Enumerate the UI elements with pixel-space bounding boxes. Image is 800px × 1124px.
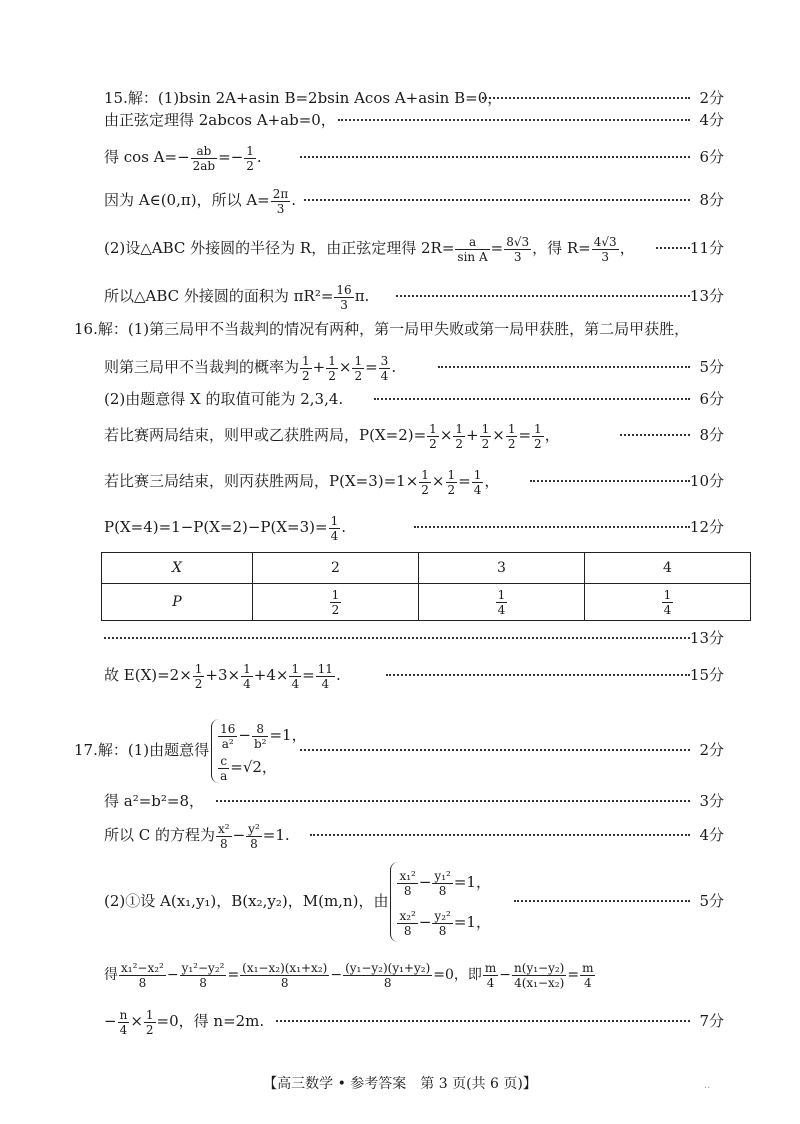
denominator: b² [253,736,267,751]
table-row [102,553,751,584]
denominator: 8 [438,883,447,898]
operator: = [458,472,471,490]
score: 4分 [699,826,724,844]
leader-dots [300,156,690,158]
score: 5分 [699,892,724,910]
numerator: 8 [252,722,269,737]
q16-line-4-text [104,420,560,451]
q16-line-3 [0,384,800,414]
leader-dots [396,295,690,297]
system-row [396,862,491,902]
numerator: y₁²−y₂² [181,960,225,975]
numerator: 1 [194,661,203,676]
operator: = [567,967,580,983]
text-run: ， [544,426,560,444]
denominator: 8 [280,975,289,990]
q16-line-5-text [104,466,499,497]
fraction [316,662,335,691]
score: 11分 [689,239,724,257]
q17-line-2 [0,786,800,816]
q15-line-5-text [104,233,635,264]
q15-line-4 [0,185,800,215]
score: 6分 [699,390,724,408]
table-cell [585,584,751,621]
denominator: 2ab [192,158,216,173]
table-row [102,584,751,621]
leader-dots [414,526,690,528]
numerator: x₁²−x₂² [121,960,164,975]
denominator: 2 [331,602,340,617]
table-cell: P [102,584,253,621]
text-run: . [256,148,262,166]
q17-line-3 [0,820,800,850]
numerator: n(y₁−y₂) [514,960,565,975]
numerator: 1 [497,587,506,602]
q17-line-6 [0,1006,800,1036]
fraction [483,961,498,990]
operator: = [302,666,315,684]
table-header-cell: X [102,553,253,584]
numerator: n [119,1007,128,1022]
q17-line-6-text [104,1006,264,1037]
denominator: 2 [328,368,336,383]
numerator: 16 [336,282,352,297]
operator: +3× [205,666,241,684]
operator: × [492,426,505,444]
q15-line-6 [0,281,800,311]
operator: − [238,726,251,744]
text-run: 所以△ABC 外接圆的面积为 πR²= [104,287,334,305]
numerator: 1 [145,1007,154,1022]
fraction [271,187,291,216]
numerator: 16 [220,721,236,736]
denominator: 2 [534,436,542,451]
q17-line-5-text [104,955,596,995]
operator: + [466,426,479,444]
operator: − [232,826,246,844]
text-run: . [335,666,341,684]
text-run: (2)设△ABC 外接圆的半径为 R，由正弦定理得 2R= [104,239,455,257]
fraction [504,235,531,264]
numerator: 2π [272,186,289,201]
operator: × [130,1012,143,1030]
system-row [217,719,306,751]
denominator: 2 [246,158,254,173]
fraction [289,662,301,691]
text-run: P(X=4)=1−P(X=2)−P(X=3)= [104,518,328,536]
q15-line-1-text: 15.解：(1)bsin 2A+asin B=2bsin Acos A+asin B=0， [104,89,503,107]
numerator: x₁² [399,868,416,883]
text-run: 得 [104,967,118,983]
denominator: 8 [250,836,258,851]
operator: +4× [253,666,289,684]
leader-dots [300,749,690,751]
text-run: ， [484,472,500,490]
score: 2分 [699,741,724,759]
text-run: 故 E(X)=2× [104,666,192,684]
text-run: π. [354,287,370,305]
q17-line-4-text [104,856,491,946]
leader-dots [482,97,690,99]
score: 10分 [689,472,724,490]
leader-dots [620,434,690,436]
numerator: m [582,960,594,975]
denominator: 2 [194,676,203,691]
fraction [532,422,544,451]
fraction [592,235,619,264]
text-run: ， [619,239,635,257]
score: 12分 [689,518,724,536]
fraction [352,354,364,383]
operator: − [330,967,343,983]
leader-dots [104,637,690,639]
fraction [119,961,166,990]
fraction [300,354,312,383]
text-run: =1， [453,913,491,931]
score: 15分 [689,666,724,684]
q16-line-5 [0,466,800,496]
table-header-cell: 4 [585,553,751,584]
numerator: 1 [302,353,310,368]
q17-line-3-text [104,820,290,851]
denominator: 4(x₁−x₂) [514,975,565,990]
fraction [496,588,508,617]
fraction [218,722,237,751]
text-run: =1. [262,826,290,844]
fraction [144,1008,156,1037]
system-row [396,902,491,942]
q16-line-2 [0,352,800,382]
operator: × [439,426,453,444]
score: 3分 [699,792,724,810]
denominator: 2 [507,436,516,451]
numerator: x² [218,821,230,836]
numerator: a [455,235,489,250]
fraction [455,235,489,264]
text-run: 若比赛两局结束，则甲或乙获胜两局，P(X=2)= [104,426,427,444]
text-run: =1， [269,726,307,744]
denominator: 2 [302,368,310,383]
numerator: m [484,960,497,975]
q15-line-6-text [104,281,369,312]
numerator: 1 [330,513,339,528]
fraction [480,422,492,451]
fraction [252,722,269,751]
score: 8分 [699,191,724,209]
score: 6分 [699,148,724,166]
text-run: =− [218,148,244,166]
equation-system [390,862,491,942]
score: 5分 [699,358,724,376]
leader-dots [514,900,690,902]
table-header-cell: 2 [253,553,419,584]
fraction [326,354,338,383]
fraction [453,422,465,451]
q17-line-2-text: 得 a²=b²=8， [104,792,205,810]
denominator: 2 [354,368,363,383]
denominator: 2 [145,1022,154,1037]
numerator: 1 [331,587,340,602]
q16-line-3-text: (2)由题意得 X 的取值可能为 2,3,4. [104,390,344,408]
text-run: ，得 R= [532,239,591,257]
leader-dots [438,366,690,368]
denominator: 4 [473,482,482,497]
operator: × [338,358,352,376]
operator: − [499,967,512,983]
text-run: =1， [453,873,491,891]
denominator: 4 [321,676,330,691]
fraction [662,588,674,617]
fraction [180,961,227,990]
denominator: 4 [380,368,389,383]
leader-dots [338,119,690,121]
leader-dots [310,834,690,836]
text-run: 17.解：(1)由题意得 [74,741,210,759]
numerator: 11 [317,661,333,676]
fraction [241,662,253,691]
fraction [580,961,595,990]
denominator: 4 [486,975,495,990]
fraction [432,869,452,898]
system-row [217,751,306,783]
numerator: 1 [328,353,336,368]
denominator: 4 [119,1022,128,1037]
leader-dots [656,247,690,249]
text-run: =0，得 n=2m. [156,1012,265,1030]
fraction [334,283,353,312]
fraction [432,909,452,938]
numerator: 1 [534,421,542,436]
q16-line-6-text [104,512,346,543]
leader-dots [276,1020,690,1022]
denominator: 8 [383,975,392,990]
denominator: sin A [457,249,488,264]
denominator: 4 [243,676,251,691]
numerator: 1 [507,421,516,436]
numerator: y₂² [434,908,451,923]
q15-line-2 [0,105,800,135]
denominator: 2 [481,436,490,451]
fraction [244,144,256,173]
operator: − [418,913,432,931]
denominator: 3 [513,249,522,264]
numerator: (y₁−y₂)(y₁+y₂) [345,960,431,975]
denominator: 8 [403,923,412,938]
footer-dots: .. [704,1080,711,1091]
q15-line-2-text: 由正弦定理得 2abcos A+ab=0， [104,111,336,129]
q16-line-7 [0,623,800,653]
operator: = [365,358,378,376]
text-run: 若比赛三局结束，则丙获胜两局，P(X=3)=1× [104,472,419,490]
equation-system [211,719,306,783]
denominator: 3 [276,201,285,216]
text-run: (2)①设 A(x₁,y₁)，B(x₂,y₂)，M(m,n)，由 [104,892,389,910]
text-run: =√2， [230,758,277,776]
page-footer: 【高三数学 • 参考答案 第 3 页(共 6 页)】 [263,1076,537,1092]
table-header-cell: 3 [419,553,585,584]
numerator: 1 [481,421,490,436]
text-run: . [291,191,297,209]
fraction [446,468,458,497]
text-run: = [490,239,504,257]
table-cell [419,584,585,621]
table-cell [253,584,419,621]
denominator: 4 [330,528,339,543]
numerator: 3 [380,353,389,368]
numerator: 8√3 [506,234,530,249]
fraction [216,822,232,851]
q15-line-4-text [104,185,296,216]
text-run: . [341,518,347,536]
fraction [218,754,229,783]
numerator: c [218,754,229,769]
q16-line-1-text: 16.解：(1)第三局甲不当裁判的情况有两种，第一局甲失败或第一局甲获胜，第二局甲获胜， [74,320,690,338]
text-run: − [104,1012,117,1030]
q15-line-3 [0,142,800,172]
numerator: 1 [429,421,437,436]
denominator: 8 [138,975,147,990]
denominator: 8 [199,975,207,990]
score: 4分 [699,111,724,129]
fraction [193,662,205,691]
denominator: 4 [291,676,300,691]
text-run: 因为 A∈(0,π)，所以 A= [104,191,270,209]
denominator: 3 [340,297,348,312]
fraction [512,961,566,990]
fraction [343,961,432,990]
leader-dots [374,398,690,400]
numerator: ab [191,144,217,159]
fraction [240,961,329,990]
numerator: 1 [447,467,456,482]
numerator: 1 [243,661,251,676]
fraction [427,422,439,451]
fraction [379,354,391,383]
score: 2分 [699,89,724,107]
fraction [397,869,417,898]
numerator: x₂² [399,908,416,923]
numerator: y² [248,821,260,836]
numerator: 4√3 [593,234,617,249]
q16-line-6 [0,512,800,542]
numerator: 1 [663,587,672,602]
q17-line-5 [0,955,800,995]
denominator: 4 [583,975,592,990]
q15-line-5 [0,233,800,263]
text-run: =0，即 [433,967,482,983]
fraction [472,468,484,497]
q16-line-8-text [104,660,341,691]
numerator: 1 [291,661,300,676]
leader-dots [216,800,690,802]
text-run: 则第三局甲不当裁判的概率为 [104,358,300,376]
fraction [506,422,518,451]
operator: × [431,472,445,490]
numerator: (x₁−x₂)(x₁+x₂) [242,960,328,975]
numerator: y₁² [434,868,451,883]
leader-dots [530,480,690,482]
denominator: 2 [421,482,429,497]
q15-line-3-text [104,142,262,173]
q17-line-1 [0,712,800,788]
denominator: 4 [497,602,506,617]
fraction [397,909,417,938]
q16-line-8 [0,660,800,690]
score: 7分 [699,1012,724,1030]
fraction [330,588,342,617]
leader-dots [304,199,690,201]
q17-line-1-text [74,712,307,788]
numerator: 1 [473,467,482,482]
q16-line-2-text [104,352,396,383]
text-run: 所以 C 的方程为 [104,826,216,844]
denominator: 2 [429,436,437,451]
score: 13分 [689,287,724,305]
fraction [191,144,217,173]
denominator: a² [221,736,234,751]
fraction [246,822,262,851]
numerator: 1 [455,421,464,436]
fraction [118,1008,130,1037]
score: 8分 [699,426,724,444]
denominator: 8 [438,923,447,938]
q16-line-4 [0,420,800,450]
denominator: 2 [447,482,456,497]
fraction [419,468,431,497]
denominator: 2 [455,436,464,451]
text-run: . [391,358,397,376]
numerator: 1 [246,143,254,158]
denominator: 4 [663,602,672,617]
distribution-table [101,552,751,621]
numerator: 1 [421,467,429,482]
numerator: 1 [354,353,363,368]
denominator: a [220,768,228,783]
score: 13分 [689,629,724,647]
operator: + [312,358,326,376]
fraction [329,514,341,543]
q17-line-4 [0,856,800,946]
denominator: 8 [403,883,412,898]
leader-dots [386,674,690,676]
denominator: 3 [601,249,610,264]
operator: = [227,967,240,983]
text-run: 得 cos A=− [104,148,190,166]
operator: − [166,967,179,983]
operator: − [418,873,432,891]
operator: = [518,426,532,444]
denominator: 8 [219,836,228,851]
q16-line-1 [0,314,800,344]
